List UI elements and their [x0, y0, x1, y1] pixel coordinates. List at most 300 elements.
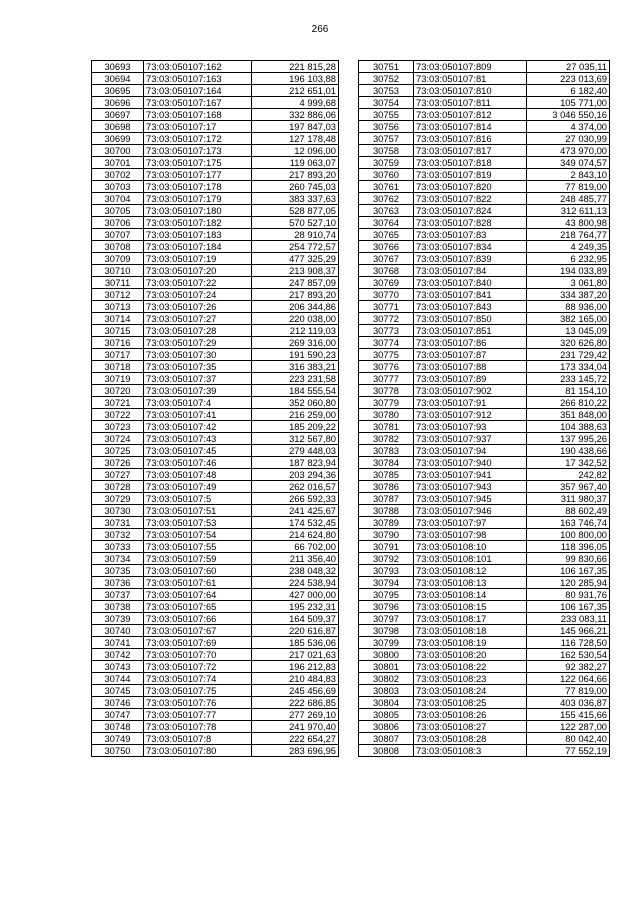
table-row — [92, 121, 339, 133]
row-number-cell: 30726 — [92, 457, 144, 469]
row-number-cell: 30736 — [92, 577, 144, 589]
cadastral-number-cell: 73:03:050107:4 — [144, 397, 252, 409]
value-cell: 77 552,19 — [527, 745, 610, 757]
table-row — [359, 145, 610, 157]
table-row — [92, 661, 339, 673]
table-row — [92, 349, 339, 361]
table-row — [92, 313, 339, 325]
cadastral-number-cell: 73:03:050107:84 — [414, 265, 527, 277]
cadastral-number-cell: 73:03:050107:24 — [144, 289, 252, 301]
cadastral-table-right — [358, 60, 610, 757]
cadastral-number-cell: 73:03:050107:72 — [144, 661, 252, 673]
table-row — [359, 625, 610, 637]
table-row — [359, 697, 610, 709]
cadastral-number-cell: 73:03:050107:64 — [144, 589, 252, 601]
table-row — [359, 745, 610, 757]
row-number-cell: 30768 — [359, 265, 414, 277]
cadastral-number-cell: 73:03:050107:81 — [414, 73, 527, 85]
cadastral-number-cell: 73:03:050107:941 — [414, 469, 527, 481]
value-cell: 3 061,80 — [527, 277, 610, 289]
row-number-cell: 30782 — [359, 433, 414, 445]
table-row — [92, 169, 339, 181]
value-cell: 223 013,69 — [527, 73, 610, 85]
cadastral-number-cell: 73:03:050107:945 — [414, 493, 527, 505]
table-row — [92, 505, 339, 517]
value-cell: 231 729,42 — [527, 349, 610, 361]
table-row — [92, 337, 339, 349]
table-row — [359, 241, 610, 253]
value-cell: 187 823,94 — [252, 457, 339, 469]
row-number-cell: 30724 — [92, 433, 144, 445]
row-number-cell: 30763 — [359, 205, 414, 217]
table-row — [92, 217, 339, 229]
cadastral-number-cell: 73:03:050108:22 — [414, 661, 527, 673]
table-row — [359, 385, 610, 397]
cadastral-number-cell: 73:03:050108:10 — [414, 541, 527, 553]
cadastral-number-cell: 73:03:050107:816 — [414, 133, 527, 145]
row-number-cell: 30754 — [359, 97, 414, 109]
cadastral-number-cell: 73:03:050107:173 — [144, 145, 252, 157]
table-row — [92, 589, 339, 601]
row-number-cell: 30785 — [359, 469, 414, 481]
cadastral-number-cell: 73:03:050107:8 — [144, 733, 252, 745]
value-cell: 220 038,00 — [252, 313, 339, 325]
row-number-cell: 30792 — [359, 553, 414, 565]
cadastral-number-cell: 73:03:050108:27 — [414, 721, 527, 733]
value-cell: 247 857,09 — [252, 277, 339, 289]
value-cell: 105 771,00 — [527, 97, 610, 109]
table-row — [359, 205, 610, 217]
row-number-cell: 30717 — [92, 349, 144, 361]
row-number-cell: 30802 — [359, 673, 414, 685]
row-number-cell: 30693 — [92, 61, 144, 73]
table-row — [359, 217, 610, 229]
table-row — [359, 553, 610, 565]
row-number-cell: 30708 — [92, 241, 144, 253]
value-cell: 81 154,10 — [527, 385, 610, 397]
row-number-cell: 30769 — [359, 277, 414, 289]
row-number-cell: 30720 — [92, 385, 144, 397]
value-cell: 332 886,06 — [252, 109, 339, 121]
value-cell: 162 530,54 — [527, 649, 610, 661]
value-cell: 210 484,83 — [252, 673, 339, 685]
table-row — [359, 649, 610, 661]
value-cell: 383 337,63 — [252, 193, 339, 205]
cadastral-number-cell: 73:03:050107:841 — [414, 289, 527, 301]
table-row — [359, 433, 610, 445]
table-row — [92, 421, 339, 433]
value-cell: 217 893,20 — [252, 289, 339, 301]
cadastral-number-cell: 73:03:050107:810 — [414, 85, 527, 97]
row-number-cell: 30795 — [359, 589, 414, 601]
cadastral-number-cell: 73:03:050107:70 — [144, 649, 252, 661]
cadastral-number-cell: 73:03:050108:26 — [414, 709, 527, 721]
table-row — [359, 109, 610, 121]
row-number-cell: 30703 — [92, 181, 144, 193]
cadastral-number-cell: 73:03:050108:23 — [414, 673, 527, 685]
cadastral-number-cell: 73:03:050107:74 — [144, 673, 252, 685]
row-number-cell: 30734 — [92, 553, 144, 565]
value-cell: 77 819,00 — [527, 685, 610, 697]
cadastral-number-cell: 73:03:050107:67 — [144, 625, 252, 637]
cadastral-number-cell: 73:03:050107:91 — [414, 397, 527, 409]
row-number-cell: 30725 — [92, 445, 144, 457]
cadastral-number-cell: 73:03:050107:817 — [414, 145, 527, 157]
row-number-cell: 30787 — [359, 493, 414, 505]
table-row — [359, 577, 610, 589]
table-row — [359, 265, 610, 277]
table-row — [359, 517, 610, 529]
cadastral-number-cell: 73:03:050107:77 — [144, 709, 252, 721]
row-number-cell: 30777 — [359, 373, 414, 385]
value-cell: 17 342,52 — [527, 457, 610, 469]
row-number-cell: 30759 — [359, 157, 414, 169]
table-row — [92, 721, 339, 733]
table-row — [359, 121, 610, 133]
table-row — [359, 457, 610, 469]
row-number-cell: 30710 — [92, 265, 144, 277]
value-cell: 88 602,49 — [527, 505, 610, 517]
table-row — [92, 193, 339, 205]
row-number-cell: 30761 — [359, 181, 414, 193]
row-number-cell: 30753 — [359, 85, 414, 97]
table-row — [92, 553, 339, 565]
cadastral-number-cell: 73:03:050107:824 — [414, 205, 527, 217]
row-number-cell: 30701 — [92, 157, 144, 169]
cadastral-number-cell: 73:03:050107:41 — [144, 409, 252, 421]
value-cell: 351 848,00 — [527, 409, 610, 421]
row-number-cell: 30694 — [92, 73, 144, 85]
cadastral-number-cell: 73:03:050107:88 — [414, 361, 527, 373]
row-number-cell: 30738 — [92, 601, 144, 613]
value-cell: 266 592,33 — [252, 493, 339, 505]
row-number-cell: 30764 — [359, 217, 414, 229]
cadastral-number-cell: 73:03:050107:168 — [144, 109, 252, 121]
cadastral-number-cell: 73:03:050107:839 — [414, 253, 527, 265]
value-cell: 163 746,74 — [527, 517, 610, 529]
table-row — [92, 265, 339, 277]
value-cell: 241 970,40 — [252, 721, 339, 733]
table-row — [92, 289, 339, 301]
value-cell: 279 448,03 — [252, 445, 339, 457]
table-row — [92, 577, 339, 589]
cadastral-number-cell: 73:03:050107:46 — [144, 457, 252, 469]
value-cell: 4 249,35 — [527, 241, 610, 253]
cadastral-number-cell: 73:03:050107:937 — [414, 433, 527, 445]
table-row — [92, 673, 339, 685]
row-number-cell: 30715 — [92, 325, 144, 337]
value-cell: 28 910,74 — [252, 229, 339, 241]
row-number-cell: 30709 — [92, 253, 144, 265]
cadastral-number-cell: 73:03:050107:87 — [414, 349, 527, 361]
row-number-cell: 30794 — [359, 577, 414, 589]
cadastral-number-cell: 73:03:050107:822 — [414, 193, 527, 205]
value-cell: 127 178,48 — [252, 133, 339, 145]
cadastral-number-cell: 73:03:050107:811 — [414, 97, 527, 109]
cadastral-number-cell: 73:03:050107:51 — [144, 505, 252, 517]
table-row — [359, 229, 610, 241]
table-row — [359, 421, 610, 433]
table-row — [92, 205, 339, 217]
cadastral-number-cell: 73:03:050108:20 — [414, 649, 527, 661]
value-cell: 233 083,11 — [527, 613, 610, 625]
row-number-cell: 30749 — [92, 733, 144, 745]
table-row — [92, 529, 339, 541]
row-number-cell: 30807 — [359, 733, 414, 745]
cadastral-number-cell: 73:03:050107:30 — [144, 349, 252, 361]
value-cell: 196 103,88 — [252, 73, 339, 85]
row-number-cell: 30718 — [92, 361, 144, 373]
table-row — [359, 589, 610, 601]
value-cell: 349 074,57 — [527, 157, 610, 169]
value-cell: 99 830,66 — [527, 553, 610, 565]
value-cell: 184 555,54 — [252, 385, 339, 397]
cadastral-number-cell: 73:03:050107:183 — [144, 229, 252, 241]
row-number-cell: 30766 — [359, 241, 414, 253]
table-row — [359, 469, 610, 481]
table-row — [92, 409, 339, 421]
table-row — [359, 493, 610, 505]
row-number-cell: 30774 — [359, 337, 414, 349]
value-cell: 120 285,94 — [527, 577, 610, 589]
table-row — [92, 325, 339, 337]
value-cell: 403 036,87 — [527, 697, 610, 709]
row-number-cell: 30755 — [359, 109, 414, 121]
cadastral-number-cell: 73:03:050107:39 — [144, 385, 252, 397]
value-cell: 164 509,37 — [252, 613, 339, 625]
table-row — [92, 109, 339, 121]
row-number-cell: 30722 — [92, 409, 144, 421]
cadastral-number-cell: 73:03:050108:12 — [414, 565, 527, 577]
row-number-cell: 30702 — [92, 169, 144, 181]
row-number-cell: 30775 — [359, 349, 414, 361]
row-number-cell: 30770 — [359, 289, 414, 301]
table-row — [359, 157, 610, 169]
row-number-cell: 30721 — [92, 397, 144, 409]
value-cell: 4 999,68 — [252, 97, 339, 109]
value-cell: 155 415,66 — [527, 709, 610, 721]
row-number-cell: 30803 — [359, 685, 414, 697]
row-number-cell: 30780 — [359, 409, 414, 421]
cadastral-number-cell: 73:03:050107:59 — [144, 553, 252, 565]
cadastral-number-cell: 73:03:050107:35 — [144, 361, 252, 373]
table-row — [359, 61, 610, 73]
row-number-cell: 30695 — [92, 85, 144, 97]
row-number-cell: 30791 — [359, 541, 414, 553]
row-number-cell: 30765 — [359, 229, 414, 241]
value-cell: 174 532,45 — [252, 517, 339, 529]
value-cell: 224 538,94 — [252, 577, 339, 589]
row-number-cell: 30742 — [92, 649, 144, 661]
cadastral-number-cell: 73:03:050107:178 — [144, 181, 252, 193]
value-cell: 43 800,98 — [527, 217, 610, 229]
row-number-cell: 30760 — [359, 169, 414, 181]
row-number-cell: 30737 — [92, 589, 144, 601]
row-number-cell: 30728 — [92, 481, 144, 493]
value-cell: 77 819,00 — [527, 181, 610, 193]
value-cell: 106 167,35 — [527, 565, 610, 577]
table-row — [92, 445, 339, 457]
row-number-cell: 30773 — [359, 325, 414, 337]
cadastral-number-cell: 73:03:050107:850 — [414, 313, 527, 325]
cadastral-number-cell: 73:03:050107:29 — [144, 337, 252, 349]
value-cell: 104 388,63 — [527, 421, 610, 433]
table-row — [92, 541, 339, 553]
value-cell: 220 616,87 — [252, 625, 339, 637]
table-row — [92, 97, 339, 109]
table-row — [359, 97, 610, 109]
cadastral-number-cell: 73:03:050107:48 — [144, 469, 252, 481]
cadastral-number-cell: 73:03:050107:834 — [414, 241, 527, 253]
row-number-cell: 30805 — [359, 709, 414, 721]
value-cell: 2 843,10 — [527, 169, 610, 181]
table-row — [359, 529, 610, 541]
value-cell: 118 396,05 — [527, 541, 610, 553]
cadastral-number-cell: 73:03:050107:818 — [414, 157, 527, 169]
cadastral-number-cell: 73:03:050108:19 — [414, 637, 527, 649]
value-cell: 88 936,00 — [527, 301, 610, 313]
value-cell: 106 167,35 — [527, 601, 610, 613]
value-cell: 191 590,23 — [252, 349, 339, 361]
cadastral-number-cell: 73:03:050107:840 — [414, 277, 527, 289]
row-number-cell: 30751 — [359, 61, 414, 73]
row-number-cell: 30705 — [92, 205, 144, 217]
row-number-cell: 30798 — [359, 625, 414, 637]
cadastral-number-cell: 73:03:050107:93 — [414, 421, 527, 433]
value-cell: 217 021,63 — [252, 649, 339, 661]
row-number-cell: 30731 — [92, 517, 144, 529]
table-row — [359, 709, 610, 721]
table-row — [92, 517, 339, 529]
table-row — [92, 145, 339, 157]
row-number-cell: 30767 — [359, 253, 414, 265]
value-cell: 248 485,77 — [527, 193, 610, 205]
table-row — [92, 685, 339, 697]
table-row — [359, 277, 610, 289]
table-row — [92, 229, 339, 241]
table-row — [92, 481, 339, 493]
cadastral-number-cell: 73:03:050107:22 — [144, 277, 252, 289]
cadastral-number-cell: 73:03:050107:28 — [144, 325, 252, 337]
cadastral-number-cell: 73:03:050107:49 — [144, 481, 252, 493]
table-row — [359, 397, 610, 409]
cadastral-number-cell: 73:03:050107:37 — [144, 373, 252, 385]
value-cell: 194 033,89 — [527, 265, 610, 277]
value-cell: 196 212,83 — [252, 661, 339, 673]
table-row — [92, 433, 339, 445]
row-number-cell: 30772 — [359, 313, 414, 325]
value-cell: 4 374,00 — [527, 121, 610, 133]
row-number-cell: 30698 — [92, 121, 144, 133]
row-number-cell: 30758 — [359, 145, 414, 157]
value-cell: 195 232,31 — [252, 601, 339, 613]
value-cell: 212 651,01 — [252, 85, 339, 97]
table-row — [92, 253, 339, 265]
value-cell: 211 356,40 — [252, 553, 339, 565]
table-row — [359, 661, 610, 673]
table-row — [359, 409, 610, 421]
page-number: 266 — [311, 24, 329, 35]
value-cell: 116 728,50 — [527, 637, 610, 649]
table-row — [92, 157, 339, 169]
cadastral-number-cell: 73:03:050107:61 — [144, 577, 252, 589]
row-number-cell: 30696 — [92, 97, 144, 109]
cadastral-number-cell: 73:03:050108:15 — [414, 601, 527, 613]
value-cell: 27 030,99 — [527, 133, 610, 145]
row-number-cell: 30741 — [92, 637, 144, 649]
table-row — [359, 541, 610, 553]
row-number-cell: 30778 — [359, 385, 414, 397]
row-number-cell: 30781 — [359, 421, 414, 433]
cadastral-number-cell: 73:03:050107:26 — [144, 301, 252, 313]
value-cell: 185 536,06 — [252, 637, 339, 649]
row-number-cell: 30786 — [359, 481, 414, 493]
value-cell: 238 048,32 — [252, 565, 339, 577]
value-cell: 283 696,95 — [252, 745, 339, 757]
value-cell: 80 931,76 — [527, 589, 610, 601]
table-row — [359, 133, 610, 145]
table-row — [359, 721, 610, 733]
cadastral-number-cell: 73:03:050108:3 — [414, 745, 527, 757]
cadastral-number-cell: 73:03:050107:163 — [144, 73, 252, 85]
table-row — [359, 313, 610, 325]
value-cell: 217 893,20 — [252, 169, 339, 181]
value-cell: 382 165,00 — [527, 313, 610, 325]
row-number-cell: 30732 — [92, 529, 144, 541]
cadastral-number-cell: 73:03:050107:55 — [144, 541, 252, 553]
table-body-left — [92, 61, 339, 757]
value-cell: 6 232,95 — [527, 253, 610, 265]
cadastral-number-cell: 73:03:050108:17 — [414, 613, 527, 625]
row-number-cell: 30756 — [359, 121, 414, 133]
value-cell: 254 772,57 — [252, 241, 339, 253]
value-cell: 352 060,80 — [252, 397, 339, 409]
table-row — [359, 613, 610, 625]
table-row — [92, 469, 339, 481]
cadastral-number-cell: 73:03:050107:20 — [144, 265, 252, 277]
table-row — [92, 277, 339, 289]
row-number-cell: 30707 — [92, 229, 144, 241]
value-cell: 427 000,00 — [252, 589, 339, 601]
value-cell: 12 096,00 — [252, 145, 339, 157]
table-row — [359, 481, 610, 493]
value-cell: 27 035,11 — [527, 61, 610, 73]
value-cell: 241 425,67 — [252, 505, 339, 517]
cadastral-number-cell: 73:03:050107:69 — [144, 637, 252, 649]
table-row — [92, 241, 339, 253]
value-cell: 221 815,28 — [252, 61, 339, 73]
table-row — [92, 373, 339, 385]
row-number-cell: 30808 — [359, 745, 414, 757]
table-row — [92, 73, 339, 85]
cadastral-number-cell: 73:03:050108:25 — [414, 697, 527, 709]
cadastral-number-cell: 73:03:050107:812 — [414, 109, 527, 121]
table-row — [92, 601, 339, 613]
row-number-cell: 30704 — [92, 193, 144, 205]
table-row — [359, 73, 610, 85]
value-cell: 197 847,03 — [252, 121, 339, 133]
cadastral-number-cell: 73:03:050107:42 — [144, 421, 252, 433]
table-row — [359, 301, 610, 313]
cadastral-number-cell: 73:03:050107:65 — [144, 601, 252, 613]
table-row — [359, 505, 610, 517]
row-number-cell: 30804 — [359, 697, 414, 709]
table-row — [359, 601, 610, 613]
cadastral-number-cell: 73:03:050107:78 — [144, 721, 252, 733]
table-row — [92, 613, 339, 625]
cadastral-number-cell: 73:03:050107:19 — [144, 253, 252, 265]
table-row — [92, 745, 339, 757]
